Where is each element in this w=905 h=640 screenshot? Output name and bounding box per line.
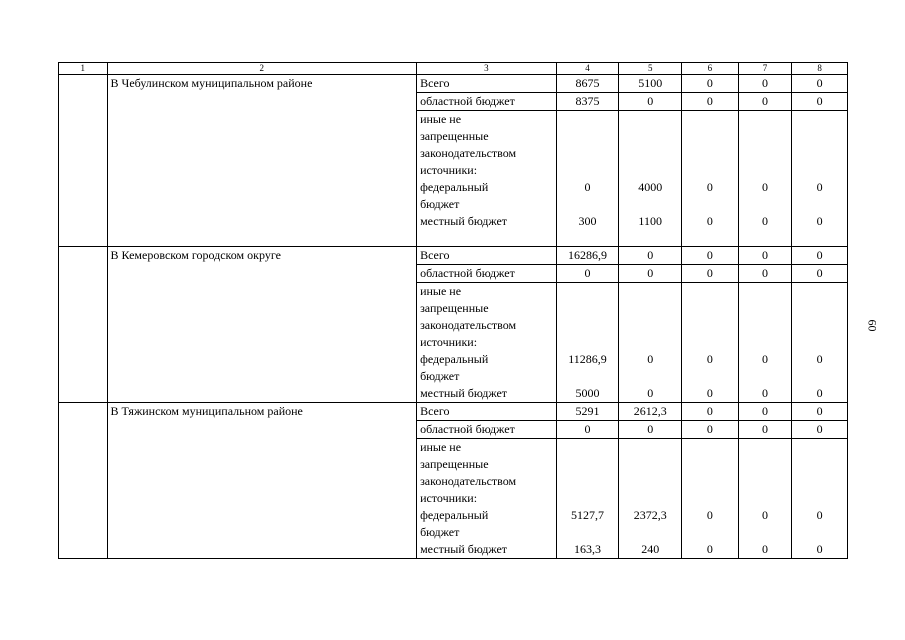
value-cell: 0: [738, 93, 792, 111]
value-stack: [556, 283, 619, 403]
source-label-stack: [417, 283, 557, 403]
source-label-stack: [417, 111, 557, 247]
value-cell: 0: [816, 352, 823, 366]
value-cell: 0: [738, 247, 792, 265]
territory-title: В Тяжинском муниципальном районе: [107, 403, 417, 559]
value-cell: 11286,9: [568, 352, 607, 366]
source-label: федеральный: [420, 508, 489, 522]
value-cell: 0: [682, 265, 739, 283]
value-cell: 0: [682, 421, 739, 439]
header-cell: 3: [417, 63, 557, 75]
header-cell: 5: [619, 63, 682, 75]
value-cell: 0: [706, 214, 713, 228]
source-label: бюджет: [420, 369, 460, 383]
source-label: источники:: [420, 335, 478, 349]
source-label: областной бюджет: [417, 265, 557, 283]
value-cell: 0: [761, 386, 768, 400]
value-cell: 0: [738, 75, 792, 93]
value-cell: 0: [761, 214, 768, 228]
value-cell: 0: [706, 180, 713, 194]
value-cell: 0: [619, 247, 682, 265]
value-cell: 0: [792, 265, 848, 283]
value-cell: 0: [761, 180, 768, 194]
value-cell: 2372,3: [633, 508, 667, 522]
header-row: [59, 63, 848, 75]
value-cell: 0: [706, 352, 713, 366]
source-label: законодательством: [420, 474, 517, 488]
value-stack: [556, 111, 619, 247]
header-cell: 1: [59, 63, 108, 75]
value-cell: 0: [816, 214, 823, 228]
value-cell: 0: [556, 265, 619, 283]
value-stack: [738, 283, 792, 403]
header-cell: 4: [556, 63, 619, 75]
table-row: [59, 75, 848, 93]
value-cell: 0: [647, 352, 654, 366]
source-label: Всего: [417, 247, 557, 265]
header-cell: 2: [107, 63, 417, 75]
source-label: запрещенные: [420, 457, 489, 471]
value-stack: [682, 439, 739, 559]
source-label: областной бюджет: [417, 93, 557, 111]
source-label: Всего: [417, 403, 557, 421]
value-stack: [619, 283, 682, 403]
header-cell: 7: [738, 63, 792, 75]
value-cell: 0: [706, 508, 713, 522]
value-cell: 0: [556, 421, 619, 439]
source-label: местный бюджет: [420, 386, 508, 400]
value-cell: 0: [761, 508, 768, 522]
value-cell: 0: [816, 508, 823, 522]
value-cell: 0: [619, 265, 682, 283]
source-label: иные не: [420, 284, 462, 298]
value-cell: 0: [816, 180, 823, 194]
source-label: источники:: [420, 163, 478, 177]
value-cell: 0: [816, 386, 823, 400]
value-cell: 0: [619, 421, 682, 439]
value-cell: 0: [816, 542, 823, 556]
value-cell: 0: [792, 93, 848, 111]
value-cell: 1100: [638, 214, 662, 228]
source-label: запрещенные: [420, 129, 489, 143]
value-cell: 0: [706, 542, 713, 556]
value-cell: 5127,7: [570, 508, 604, 522]
value-cell: 0: [792, 421, 848, 439]
value-stack: [792, 283, 848, 403]
page-number: 60: [865, 319, 880, 332]
table-row: [59, 247, 848, 265]
value-cell: 0: [738, 265, 792, 283]
value-cell: 0: [761, 542, 768, 556]
value-cell: 2612,3: [619, 403, 682, 421]
row-number-cell: [59, 403, 108, 559]
value-cell: 0: [682, 247, 739, 265]
value-stack: [792, 439, 848, 559]
value-cell: 0: [792, 75, 848, 93]
source-label: законодательством: [420, 146, 517, 160]
value-cell: 240: [641, 542, 660, 556]
value-cell: 0: [682, 403, 739, 421]
source-label: запрещенные: [420, 301, 489, 315]
value-stack: [682, 111, 739, 247]
header-cell: 8: [792, 63, 848, 75]
source-label: областной бюджет: [417, 421, 557, 439]
value-cell: 8375: [556, 93, 619, 111]
source-label: законодательством: [420, 318, 517, 332]
value-stack: [619, 111, 682, 247]
source-label: местный бюджет: [420, 542, 508, 556]
value-cell: 0: [738, 421, 792, 439]
source-label-stack: [417, 439, 557, 559]
budget-table: [58, 62, 848, 559]
value-cell: 300: [578, 214, 597, 228]
value-cell: 0: [682, 93, 739, 111]
value-stack: [738, 111, 792, 247]
row-number-cell: [59, 75, 108, 247]
territory-title: В Кемеровском городском округе: [107, 247, 417, 403]
value-stack: [619, 439, 682, 559]
header-cell: 6: [682, 63, 739, 75]
value-cell: 163,3: [573, 542, 601, 556]
value-stack: [738, 439, 792, 559]
source-label: федеральный: [420, 352, 489, 366]
value-cell: 0: [738, 403, 792, 421]
value-cell: 0: [761, 352, 768, 366]
value-cell: 0: [584, 180, 591, 194]
value-cell: 16286,9: [556, 247, 619, 265]
source-label: местный бюджет: [420, 214, 508, 228]
source-label: бюджет: [420, 525, 460, 539]
value-stack: [792, 111, 848, 247]
value-cell: 0: [792, 247, 848, 265]
source-label: федеральный: [420, 180, 489, 194]
value-cell: 0: [647, 386, 654, 400]
row-number-cell: [59, 247, 108, 403]
value-cell: 0: [706, 386, 713, 400]
table-row: [59, 403, 848, 421]
source-label: иные не: [420, 112, 462, 126]
source-label: Всего: [417, 75, 557, 93]
value-stack: [682, 283, 739, 403]
value-cell: 0: [619, 93, 682, 111]
value-cell: 4000: [638, 180, 663, 194]
territory-title: В Чебулинском муниципальном районе: [107, 75, 417, 247]
value-cell: 5000: [575, 386, 600, 400]
value-cell: 0: [792, 403, 848, 421]
source-label: источники:: [420, 491, 478, 505]
source-label: иные не: [420, 440, 462, 454]
value-stack: [556, 439, 619, 559]
value-cell: 8675: [556, 75, 619, 93]
source-label: бюджет: [420, 197, 460, 211]
value-cell: 5100: [619, 75, 682, 93]
value-cell: 0: [682, 75, 739, 93]
value-cell: 5291: [556, 403, 619, 421]
